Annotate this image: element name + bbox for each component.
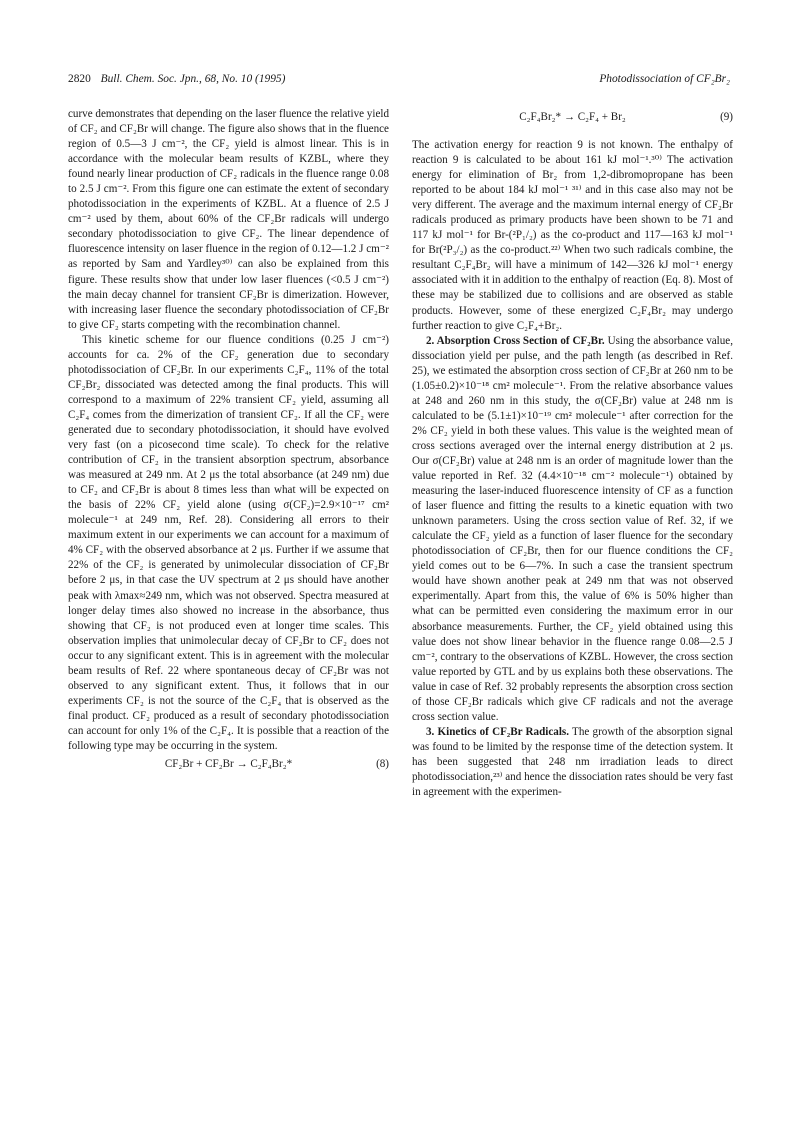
- equation-number: (8): [376, 758, 389, 771]
- equation-8: [68, 755, 389, 773]
- running-head: [68, 71, 730, 87]
- section-heading: 3. Kinetics of CF₂Br Radicals.: [426, 725, 570, 738]
- left-column: [68, 107, 389, 773]
- page-number: 2820: [68, 73, 91, 85]
- equation-expression: C₂F₄Br₂* → C₂F₄ + Br₂: [519, 111, 626, 123]
- section-text: Using the absorbance value, dissociation yield per pulse, and the path length (as described in Ref. 25), we estimated the absorption cross section of CF₂Br at 260 nm to be (1.05±0.2)×10⁻¹⁸ cm² molecule⁻¹. From the relative absorbance values at 248 and 260 nm in this study, the σ(CF₂Br) value at 248 nm is calculated to be (5.1±1)×10⁻¹⁹ cm² molecule⁻¹ after correction for the 2% CF₂ yield in both these values. This value is the weighted mean of cross sections averaged over the internal energy distribution at 2 μs. Our σ(CF₂Br) value at 248 nm is an order of magnitude lower than the value reported in Ref. 32 (4.4×10⁻¹⁸ cm⁻² molecule⁻¹) obtained by measuring the laser-induced fluorescence intensity of CF as a function of laser fluence and fitting the results to a kinetic equation with two unknown parameters. Using the cross section value of Ref. 32, if we calculate the CF₂ yield as a function of laser fluence for the secondary photodissociation of CF₂Br, then for our fluence conditions the CF₂ yield comes out to be 6—7%. In such a case the transient spectrum would have shown another peak at 249 nm that was not observed experimentally. Apart from this, the value of 6% is 50% higher than what can be permitted even considering the maximum error in our absorbance measurements. Further, the CF₂ yield obtained using this value does not show linear behavior in the fluence range 0.08—2.5 J cm⁻², contrary to the observations of KZBL. However, the cross section value reported by GTL and by us explains both these observations. The value in case of Ref. 32 probably represents the absorption cross section of those CF₂Br radicals which give CF radicals and not the average cross section value.: [412, 334, 734, 723]
- section-3: [412, 725, 733, 800]
- equation-number: (9): [720, 111, 733, 123]
- section-text: The growth of the absorption signal was found to be limited by the response time of the detection system. It has been suggested that 248 nm irradiation leads to direct photodissociation,²³⁾ and hence the dissociation rates should be very fast in agreement with the experimen-: [412, 725, 734, 799]
- paragraph: The activation energy for reaction 9 is not known. The enthalpy of reaction 9 is calculated to be about 161 kJ mol⁻¹.³⁰⁾ The activation energy for elimination of Br₂ from 1,2-dibromopropane has been reported to be about 184 kJ mol⁻¹ ³¹⁾ and in this case also may not be very different. The average and the maximum internal energy of CF₂Br radicals produced as primary products have been shown to be 71 and 117 kJ mol⁻¹ for Br-(²P₁/₂) as the co-product and 117—163 kJ mol⁻¹ for Br(²P₃/₂) as the co-product.²²⁾ When two such radicals combine, the resultant C₂F₄Br₂ will have a minimum of 142—326 kJ mol⁻¹ energy associated with it in addition to the enthalpy of reaction (Eq. 8). Most of these may be stabilized due to collisions and are observed as stable products. However, some of these energized C₂F₄Br₂ may undergo further reaction to give C₂F₄+Br₂.: [412, 139, 733, 332]
- equation-9: [412, 108, 733, 126]
- running-head-left: [68, 71, 285, 87]
- paragraph: curve demonstrates that depending on the laser fluence the relative yield of CF₂ and CF₂Br will change. The figure also shows that in the fluence region of 0.5—3 J cm⁻², the CF₂ yield is almost linear. This is in accordance with the molecular beam results of KZBL, where they found nearly linear production of CF₂ radicals in the fluence range 0.08 to 2.5 J cm⁻². From this figure one can estimate the extent of secondary photodissociation in the experiments of KZBL. At a fluence of 2.5 J cm⁻² used by them, about 60% of the CF₂Br radicals will undergo secondary photodissociation to give CF₂. The linear dependence of fluorescence intensity on laser fluence in the region of 0.12—1.2 J cm⁻² as reported by Sam and Yardley³⁰⁾ can also be explained from this figure. These results show that under low laser fluences (<0.5 J cm⁻²) the main decay channel for transient CF₂Br is dimerization. However, with increasing laser fluence the secondary photodissociation of CF₂Br to give CF₂ starts competing with the recombination channel.: [68, 108, 389, 331]
- right-column: [412, 107, 733, 800]
- running-title: Photodissociation of CF₂Br₂: [599, 73, 730, 85]
- section-heading: 2. Absorption Cross Section of CF₂Br.: [426, 334, 605, 347]
- paragraph: This kinetic scheme for our fluence conditions (0.25 J cm⁻²) accounts for ca. 2% of the CF₂ generation due to secondary photodissociation of CF₂Br. In our experiments C₂F₄, 11% of the total CF₂Br₂ dissociated was detected among the final products. This will correspond to a maximum of 22% transient CF₂ yield, assuming all C₂F₄ comes from the dimerization of transient CF₂. If all the CF₂ were generated due to secondary photodissociation, it should have evolved very fast (on a picosecond time scale). To check for the relative contribution of CF₂ in the transient absorption spectrum, absorbance was measured at 249 nm. At 2 μs the total absorbance (at 249 nm) due to CF₂ and CF₂Br is about 8 times less than what will be expected on the basis of 22% CF₂ yield alone (using σ(CF₂)=2.9×10⁻¹⁷ cm² molecule⁻¹ at 249 nm, Ref. 28). Considering all errors to their maximum extent in our experiments we can account for a maximum of 4% CF₂ with the observed absorbance at 2 μs. Further if we assume that 22% of the CF₂ is generated by unimolecular dissociation of CF₂Br before 2 μs, in that case the UV spectrum at 2 μs should have another peak with λmax≈249 nm, which was not observed. Spectra measured at longer delay times also showed no increase in the absorbance, thus showing that CF₂ is not produced even at longer time scales. This observation implies that unimolecular decay of CF₂Br to CF₂ does not occur to any significant extent. This is in agreement with the molecular beam results of Ref. 22 where spontaneous decay of CF₂Br was not observed to any significant extent. Thus, it follows that in our experiments CF₂ is not the source of the C₂F₄ that is observed as the final product. CF₂ produced as a result of secondary photodissociation can account for only 1% of the C₂F₄. It is possible that a reaction of the following type may be occurring in the system.: [68, 333, 389, 752]
- journal-citation: Bull. Chem. Soc. Jpn., 68, No. 10 (1995): [100, 73, 286, 85]
- equation-expression: CF₂Br + CF₂Br → C₂F₄Br₂*: [164, 758, 293, 771]
- section-2: [412, 334, 733, 725]
